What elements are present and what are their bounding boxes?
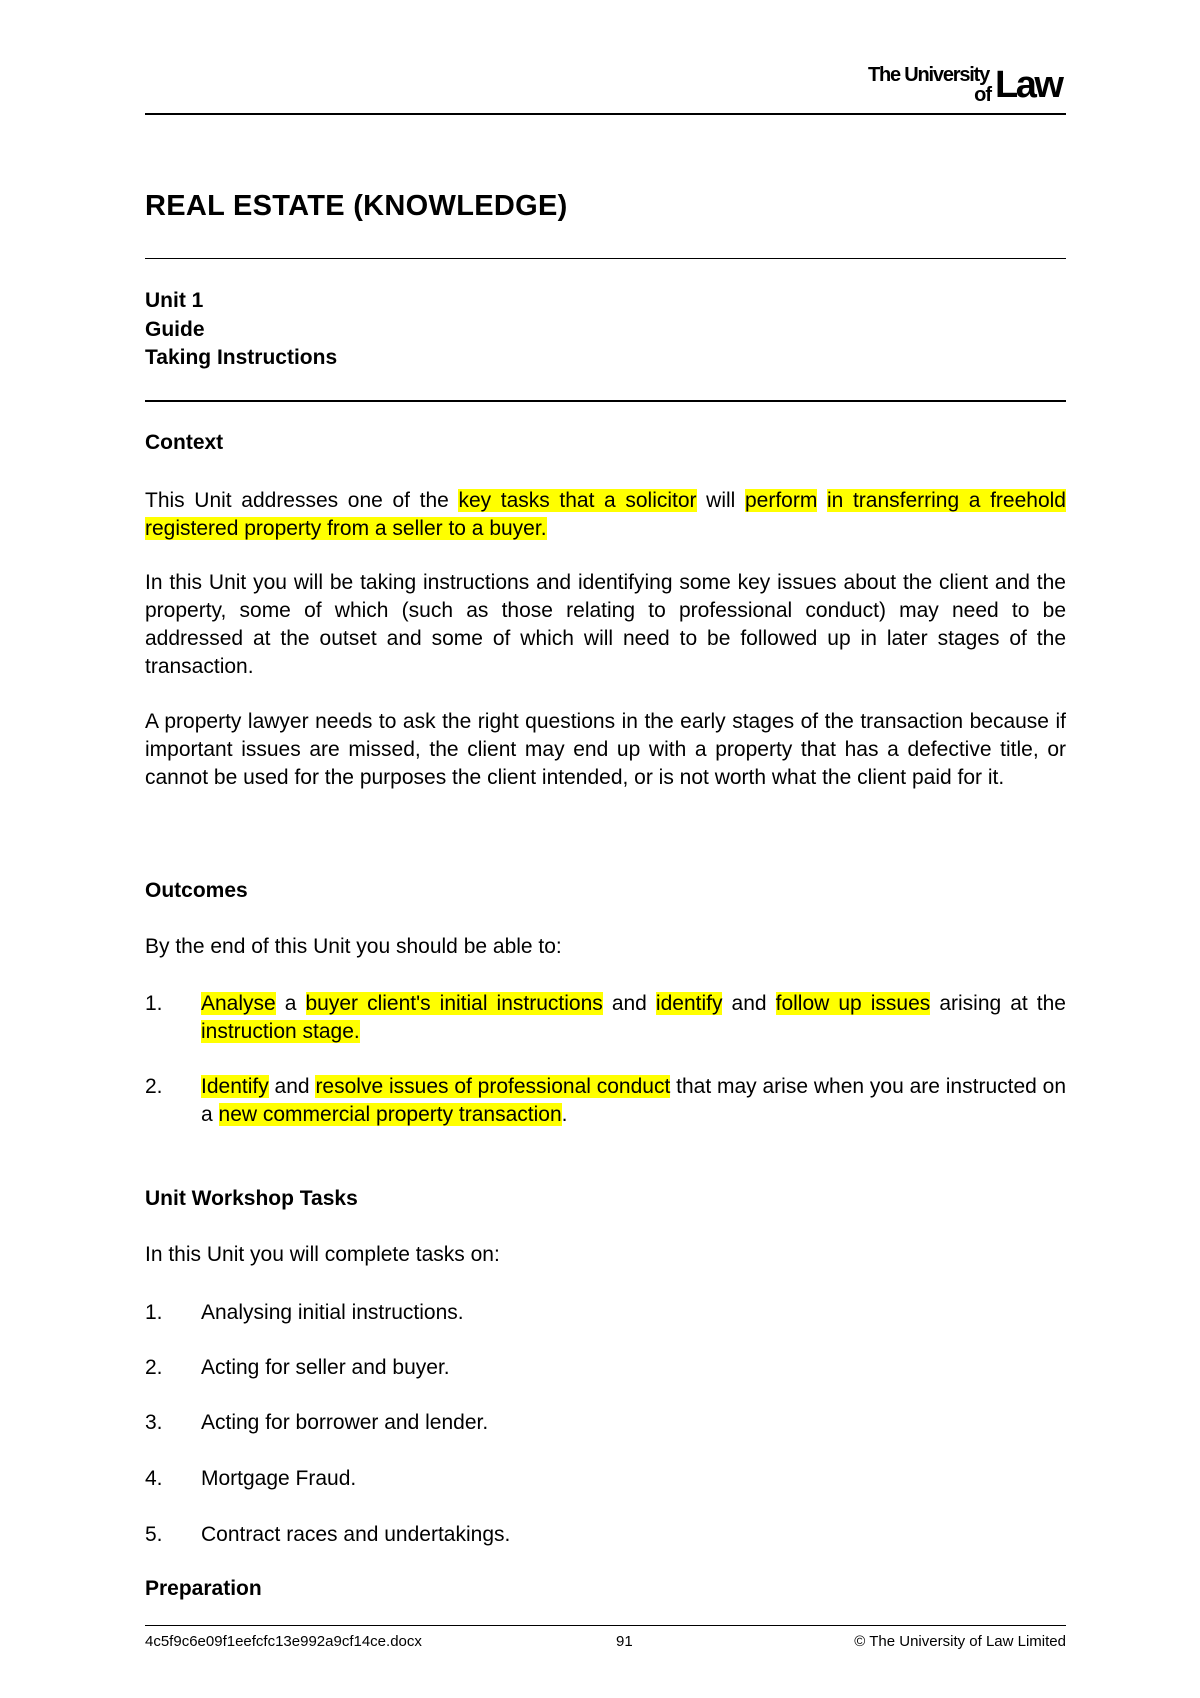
highlighted-text: Identify xyxy=(201,1075,269,1098)
text-run: will xyxy=(696,489,745,512)
workshop-task xyxy=(145,1409,1066,1437)
list-number: 1. xyxy=(145,1301,163,1324)
university-logo xyxy=(857,62,1067,112)
task-text: Analysing initial instructions. xyxy=(201,1301,464,1324)
highlighted-text: in transferring a freehold registered property from a seller to a buyer. xyxy=(145,489,1066,540)
highlighted-text: resolve issues of professional conduct xyxy=(315,1075,671,1098)
workshop-task xyxy=(145,1299,1066,1327)
list-number: 2. xyxy=(145,1075,163,1098)
text-run xyxy=(817,489,827,512)
highlighted-text: new commercial property transaction xyxy=(218,1103,562,1126)
text-run: a xyxy=(275,992,306,1015)
list-number: 4. xyxy=(145,1467,163,1490)
highlighted-text: Analyse xyxy=(201,992,276,1015)
header-rule xyxy=(145,113,1066,115)
highlighted-text: follow up issues xyxy=(775,992,931,1015)
list-number: 5. xyxy=(145,1523,163,1546)
text-run: and xyxy=(722,992,776,1015)
task-text: Acting for borrower and lender. xyxy=(201,1411,489,1434)
logo-line-2: of xyxy=(974,84,991,106)
highlighted-text: perform xyxy=(744,489,818,512)
unit-rule xyxy=(145,400,1066,402)
unit-name: Taking Instructions xyxy=(145,346,338,369)
title-rule xyxy=(145,258,1066,259)
workshop-task xyxy=(145,1521,1066,1549)
context-paragraph-1 xyxy=(145,487,1066,543)
list-number: 2. xyxy=(145,1356,163,1379)
document-title: REAL ESTATE (KNOWLEDGE) xyxy=(145,190,568,222)
text-run: and xyxy=(268,1075,316,1098)
footer-rule xyxy=(145,1625,1066,1626)
task-text: Contract races and undertakings. xyxy=(201,1523,511,1546)
context-paragraph-2: In this Unit you will be taking instructions and identifying some key issues about the client and the property, some of which (such as those relating to professional conduct) may need to be addressed at the outset and some of which will need to be followed up in later stages of the transaction. xyxy=(145,571,1066,678)
unit-type: Guide xyxy=(145,317,205,341)
workshop-intro: In this Unit you will complete tasks on: xyxy=(145,1243,500,1266)
task-text: Mortgage Fraud. xyxy=(201,1467,357,1490)
outcome-item-2 xyxy=(145,1073,1066,1129)
workshop-task xyxy=(145,1354,1066,1382)
outcomes-heading: Outcomes xyxy=(145,879,248,902)
footer-filename: 4c5f9c6e09f1eefcfc13e992a9cf14ce.docx xyxy=(145,1633,422,1650)
text-run: . xyxy=(561,1103,568,1126)
preparation-heading: Preparation xyxy=(145,1577,262,1600)
list-number: 1. xyxy=(145,992,163,1015)
context-paragraph-3: A property lawyer needs to ask the right questions in the early stages of the transaction because if important issues are missed, the client may end up with a property that has a defective title, or cannot be used for the purposes the client intended, or is not worth what the client paid for it. xyxy=(145,710,1066,789)
outcomes-intro: By the end of this Unit you should be able to: xyxy=(145,935,562,958)
list-number: 3. xyxy=(145,1411,163,1434)
footer-copyright: © The University of Law Limited xyxy=(854,1633,1066,1650)
context-heading: Context xyxy=(145,431,224,454)
outcome-item-1 xyxy=(145,990,1066,1046)
highlighted-text: key tasks that a solicitor xyxy=(458,489,697,512)
text-run: and xyxy=(602,992,656,1015)
highlighted-text: instruction stage. xyxy=(201,1020,360,1043)
logo-line-3: Law xyxy=(995,64,1062,106)
unit-heading-block xyxy=(145,287,337,373)
highlighted-text: identify xyxy=(655,992,723,1015)
logo-line-1: The University xyxy=(867,64,989,86)
text-run: that may arise when you are instructed on a xyxy=(201,1075,1067,1126)
workshop-task xyxy=(145,1465,1066,1493)
text-run: This Unit addresses one of the xyxy=(145,489,459,512)
unit-number: Unit 1 xyxy=(145,289,204,312)
highlighted-text: buyer client's initial instructions xyxy=(305,992,603,1015)
task-text: Acting for seller and buyer. xyxy=(201,1356,450,1379)
workshop-heading: Unit Workshop Tasks xyxy=(145,1187,358,1210)
footer-page-number: 91 xyxy=(616,1633,633,1650)
text-run: arising at the xyxy=(930,992,1066,1015)
